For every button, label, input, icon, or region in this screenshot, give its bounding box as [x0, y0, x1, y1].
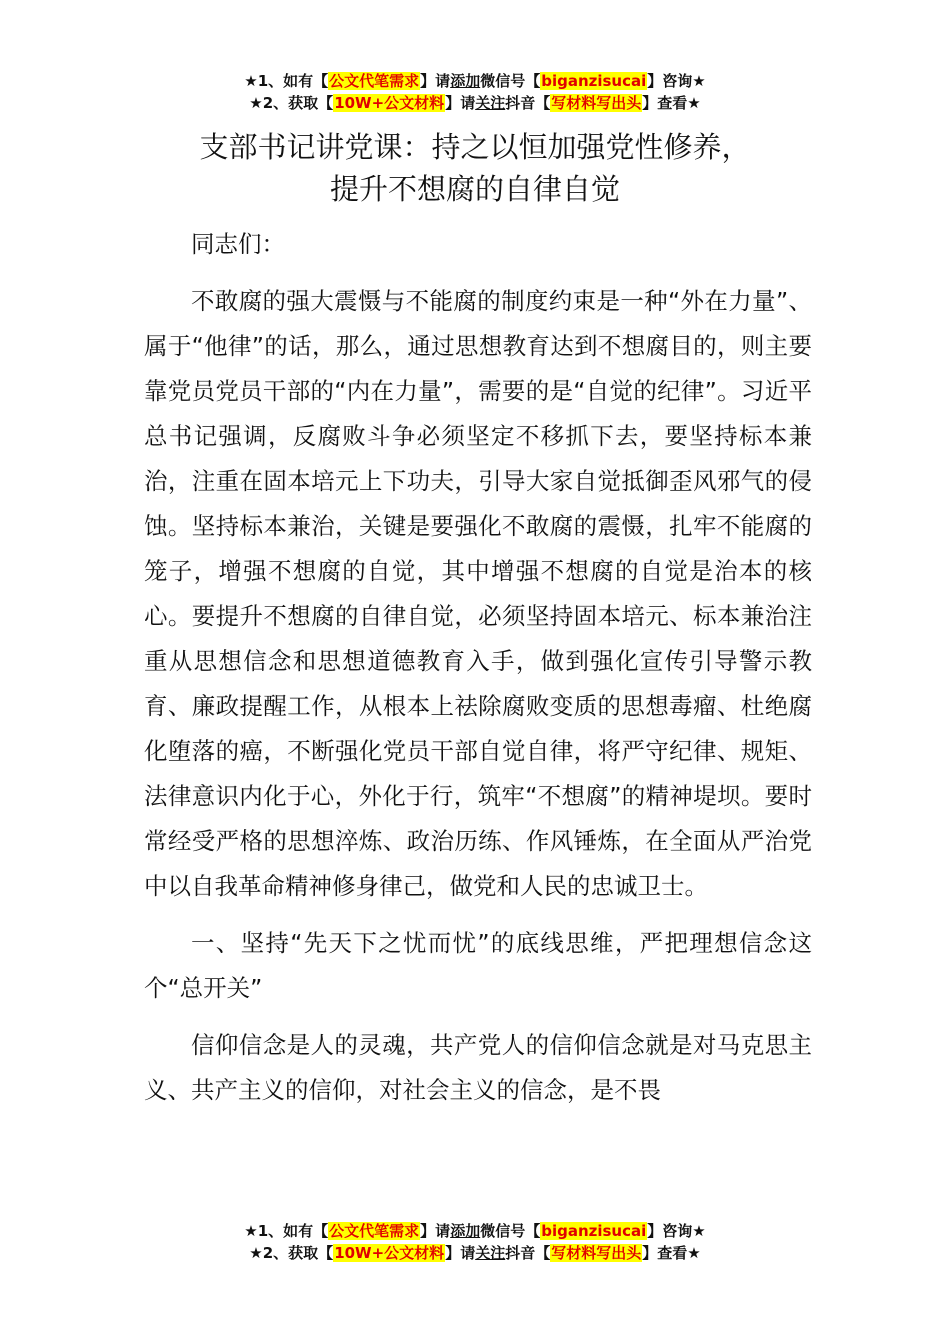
section-heading-1: 一、坚持“先天下之忧而忧”的底线思维，严把理想信念这个“总开关”	[144, 929, 812, 1002]
promo-text: 】请	[445, 1244, 476, 1262]
promo-line-2	[0, 1242, 950, 1264]
promo-text: ★1、如有【	[244, 1222, 329, 1240]
promo-underlined: 关注	[475, 1244, 506, 1262]
promo-text: 微信号【	[480, 72, 541, 90]
promo-highlight: 10W+公文材料	[334, 1244, 445, 1262]
promo-text: ★2、获取【	[249, 1244, 334, 1262]
paragraph-1: 不敢腐的强大震慑与不能腐的制度约束是一种“外在力量”、属于“他律”的话，那么，通过思想教育达到不想腐目的，则主要靠党员党员干部的“内在力量”，需要的是“自觉的纪律”。习近平总书记强调，反腐败斗争必须坚定不移抓下去，要坚持标本兼治，注重在固本培元上下功夫，引导大家自觉抵御歪风邪气的侵蚀。坚持标本兼治，关键是要强化不敢腐的震慑，扎牢不能腐的笼子，增强不想腐的自觉，其中增强不想腐的自觉是治本的核心。要提升不想腐的自律自觉，必须坚持固本培元、标本兼治注重从思想信念和思想道德教育入手，做到强化宣传引导警示教育、廉政提醒工作，从根本上祛除腐败变质的思想毒瘤、杜绝腐化堕落的癌，不断强化党员干部自觉自律，将严守纪律、规矩、法律意识内化于心，外化于行，筑牢“不想腐”的精神堤坝。要时常经受严格的思想淬炼、政治历练、作风锤炼，在全面从严治党中以自我革命精神修身律己，做党和人民的忠诚卫士。	[144, 287, 812, 900]
promo-underlined: 添加	[450, 72, 481, 90]
greeting: 同志们：	[191, 230, 285, 258]
promo-banner-bottom	[0, 1220, 950, 1264]
promo-text: 】请	[420, 1222, 451, 1240]
promo-text: 】咨询★	[647, 1222, 706, 1240]
promo-text: ★1、如有【	[244, 72, 329, 90]
promo-highlight: 公文代笔需求	[329, 72, 420, 90]
promo-text: 微信号【	[480, 1222, 541, 1240]
promo-underlined: 关注	[475, 94, 506, 112]
promo-text: 】请	[420, 72, 451, 90]
title-line-2: 提升不想腐的自律自觉	[329, 172, 620, 206]
promo-text: 】查看★	[642, 1244, 701, 1262]
promo-line-2	[0, 92, 950, 114]
promo-highlight: biganzisucai	[541, 1222, 647, 1240]
document-body	[144, 222, 812, 1113]
promo-text: 】咨询★	[647, 72, 706, 90]
promo-line-1	[0, 70, 950, 92]
promo-text: ★2、获取【	[249, 94, 334, 112]
promo-banner-top	[0, 70, 950, 114]
paragraph-2: 信仰信念是人的灵魂，共产党人的信仰信念就是对马克思主义、共产主义的信仰，对社会主义的信念，是不畏	[144, 1031, 812, 1104]
title-line-1: 支部书记讲党课：持之以恒加强党性修养，	[199, 130, 751, 164]
promo-highlight: 公文代笔需求	[329, 1222, 420, 1240]
document-title	[0, 126, 950, 210]
promo-highlight: 10W+公文材料	[334, 94, 445, 112]
promo-text: 抖音【	[505, 94, 551, 112]
promo-text: 】请	[445, 94, 476, 112]
promo-highlight: 写材料写出头	[551, 94, 642, 112]
promo-text: 】查看★	[642, 94, 701, 112]
promo-highlight: 写材料写出头	[551, 1244, 642, 1262]
promo-underlined: 添加	[450, 1222, 481, 1240]
promo-line-1	[0, 1220, 950, 1242]
promo-highlight: biganzisucai	[541, 72, 647, 90]
promo-text: 抖音【	[505, 1244, 551, 1262]
